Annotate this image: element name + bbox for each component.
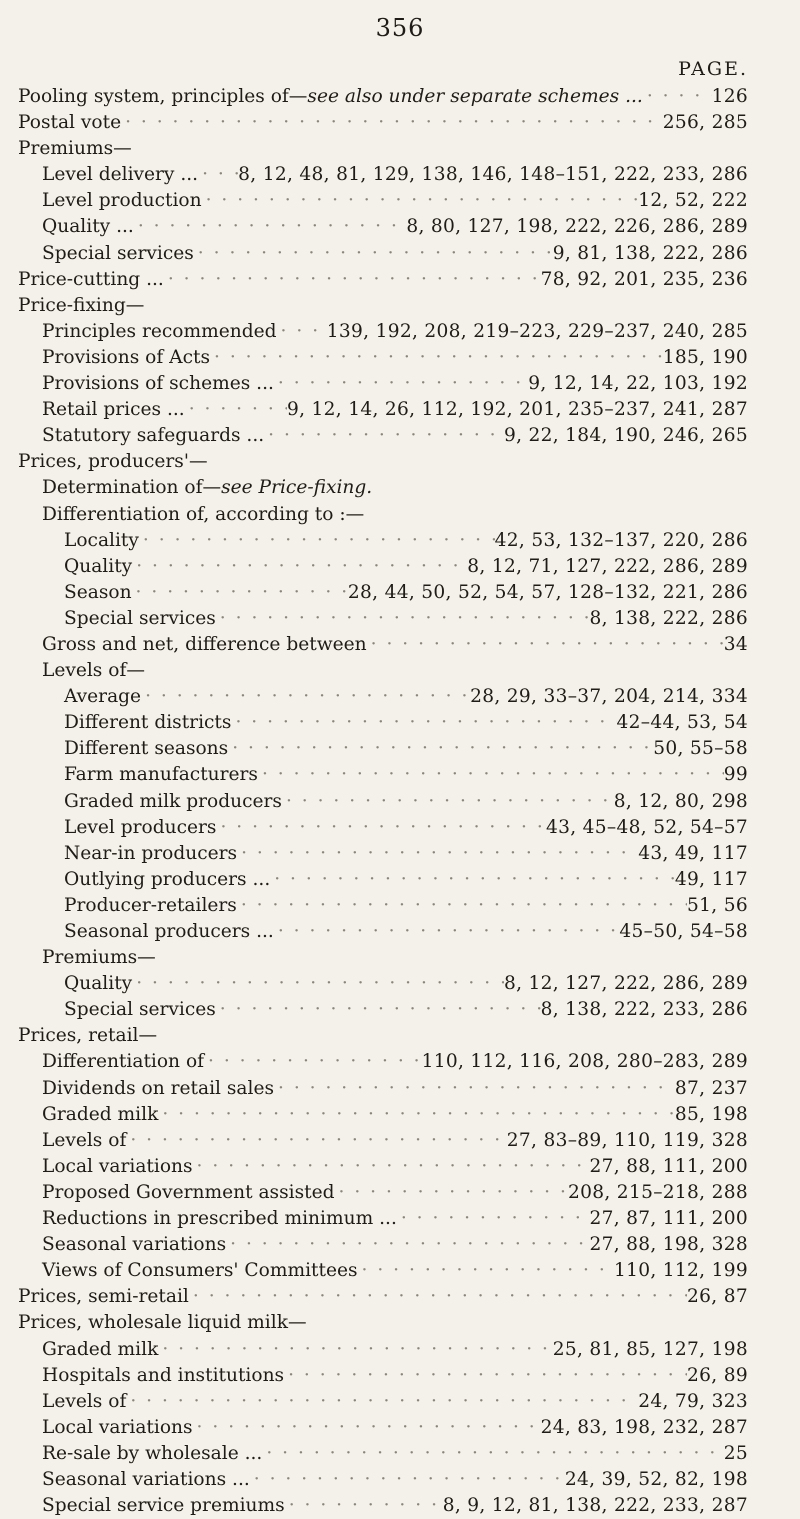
index-term: Retail prices ... bbox=[42, 399, 185, 421]
dot-leader bbox=[274, 1076, 675, 1102]
index-entry bbox=[18, 762, 748, 788]
dot-leader bbox=[358, 1258, 614, 1284]
index-term: Gross and net, difference between bbox=[42, 633, 367, 655]
index-term: Pooling system, principles of— bbox=[18, 86, 308, 107]
index-term: Reductions in prescribed minimum ... bbox=[42, 1208, 397, 1230]
page-references: 8, 9, 12, 81, 138, 222, 233, 287 bbox=[442, 1495, 748, 1517]
index-heading bbox=[18, 1310, 748, 1336]
page-references: 28, 29, 33–37, 204, 214, 334 bbox=[470, 686, 748, 708]
index-term: Local variations bbox=[42, 1155, 193, 1177]
dot-leader bbox=[139, 528, 495, 554]
index-term: Producer-retailers bbox=[64, 894, 237, 916]
page-references: 27, 87, 111, 200 bbox=[589, 1208, 748, 1230]
index-entry bbox=[18, 736, 748, 762]
page-references: 24, 79, 323 bbox=[638, 1390, 748, 1412]
dot-leader bbox=[216, 997, 541, 1023]
index-term: Provisions of schemes ... bbox=[42, 373, 274, 395]
dot-leader bbox=[134, 214, 406, 240]
index-term: Level delivery ... bbox=[42, 164, 199, 186]
index-heading bbox=[18, 136, 748, 162]
index-term: Seasonal variations bbox=[42, 1234, 227, 1256]
dot-leader bbox=[216, 815, 546, 841]
dot-leader bbox=[274, 371, 528, 397]
index-entry bbox=[18, 1128, 748, 1154]
index-entry bbox=[18, 1076, 748, 1102]
index-entry bbox=[18, 162, 748, 188]
index-see-reference: see Price-fixing. bbox=[221, 477, 373, 499]
page-references: 34 bbox=[723, 633, 748, 655]
dot-leader bbox=[164, 267, 541, 293]
dot-leader bbox=[277, 319, 327, 345]
index-term: Average bbox=[64, 686, 142, 708]
index-term: Quality bbox=[64, 555, 133, 577]
page-references: 8, 12, 127, 222, 286, 289 bbox=[503, 973, 748, 995]
index-entry bbox=[18, 214, 748, 240]
index-heading bbox=[18, 449, 748, 475]
index-term: Re-sale by wholesale ... bbox=[42, 1442, 263, 1464]
index-entry bbox=[18, 1415, 748, 1441]
index-entry bbox=[18, 319, 748, 345]
index-entry bbox=[18, 1337, 748, 1363]
dot-leader bbox=[285, 1493, 443, 1519]
index-entry bbox=[18, 789, 748, 815]
index-term: Local variations bbox=[42, 1416, 193, 1438]
index-entry bbox=[18, 371, 748, 397]
index-entry bbox=[18, 1102, 748, 1128]
index-term: Quality bbox=[64, 973, 133, 995]
index-entry bbox=[18, 1467, 748, 1493]
page-references: 85, 198 bbox=[674, 1103, 748, 1125]
index-entry bbox=[18, 397, 748, 423]
page-references: 8, 138, 222, 233, 286 bbox=[540, 999, 748, 1021]
index-heading bbox=[18, 502, 748, 528]
index-entry bbox=[18, 110, 748, 136]
dot-leader bbox=[193, 1154, 590, 1180]
dot-leader bbox=[198, 162, 238, 188]
index-entry bbox=[18, 1284, 748, 1310]
index-term: Levels of bbox=[42, 1129, 127, 1151]
index-term: Farm manufacturers bbox=[64, 764, 258, 786]
index-entry bbox=[18, 632, 748, 658]
dot-leader bbox=[193, 1415, 541, 1441]
index-heading bbox=[18, 1023, 748, 1049]
page-references: 27, 83–89, 110, 119, 328 bbox=[506, 1129, 748, 1151]
dot-leader bbox=[158, 1102, 675, 1128]
page-references: 99 bbox=[723, 764, 748, 786]
dot-leader bbox=[194, 241, 553, 267]
page-references: 126 bbox=[711, 86, 748, 107]
page-references: 25 bbox=[723, 1442, 748, 1464]
page-references: 256, 285 bbox=[662, 112, 748, 134]
index-entry bbox=[18, 893, 748, 919]
index-term: Seasonal variations ... bbox=[42, 1468, 250, 1490]
dot-leader bbox=[202, 188, 639, 214]
dot-leader bbox=[397, 1206, 590, 1232]
index-entry bbox=[18, 710, 748, 736]
page-references: 8, 12, 48, 81, 129, 138, 146, 148–151, 222, 233, 286 bbox=[238, 164, 748, 186]
dot-leader bbox=[270, 867, 675, 893]
page-references: 24, 83, 198, 232, 287 bbox=[540, 1416, 748, 1438]
dot-leader bbox=[237, 893, 687, 919]
index-term: Season bbox=[64, 581, 132, 603]
page-number: 356 bbox=[375, 14, 425, 42]
dot-leader bbox=[231, 710, 616, 736]
index-term: Graded milk producers bbox=[64, 790, 282, 812]
index-entry bbox=[18, 606, 748, 632]
index-entry bbox=[18, 241, 748, 267]
index-heading bbox=[18, 293, 748, 319]
index-entry bbox=[18, 971, 748, 997]
index-entry bbox=[18, 580, 748, 606]
page-references: 110, 112, 199 bbox=[613, 1260, 748, 1282]
index-heading bbox=[18, 475, 748, 501]
index-term: Level production bbox=[42, 190, 202, 212]
index-entry bbox=[18, 1258, 748, 1284]
index-entry bbox=[18, 1441, 748, 1467]
page-references: 27, 88, 111, 200 bbox=[589, 1155, 748, 1177]
dot-leader bbox=[132, 554, 467, 580]
page-references: 8, 12, 71, 127, 222, 286, 289 bbox=[467, 555, 748, 577]
index-entry bbox=[18, 815, 748, 841]
page-references: 8, 12, 80, 298 bbox=[613, 790, 748, 812]
index-term: Quality ... bbox=[42, 216, 134, 238]
index-term: Different seasons bbox=[64, 738, 229, 760]
dot-leader bbox=[216, 606, 590, 632]
page-references: 45–50, 54–58 bbox=[619, 921, 748, 942]
dot-leader bbox=[274, 919, 620, 945]
index-entry bbox=[18, 1493, 748, 1519]
dot-leader bbox=[158, 1337, 552, 1363]
index-entry bbox=[18, 1232, 748, 1258]
dot-leader bbox=[126, 1128, 506, 1154]
index-term: Near-in producers bbox=[64, 842, 238, 864]
page-references: 26, 87 bbox=[687, 1286, 748, 1308]
index-entry bbox=[18, 554, 748, 580]
index-term: Premiums— bbox=[42, 947, 156, 969]
index-term: Price-cutting ... bbox=[18, 268, 164, 290]
index-entry bbox=[18, 188, 748, 214]
index-entry bbox=[18, 1206, 748, 1232]
index-term: Levels of bbox=[42, 1390, 127, 1412]
index-entry bbox=[18, 867, 748, 893]
page-references: 9, 12, 14, 26, 112, 192, 201, 235–237, 241, 287 bbox=[286, 399, 748, 421]
page-references: 26, 89 bbox=[687, 1364, 748, 1386]
index-term: Dividends on retail sales bbox=[42, 1077, 274, 1099]
index-heading bbox=[18, 945, 748, 971]
index-entry bbox=[18, 1180, 748, 1206]
page-references: 42–44, 53, 54 bbox=[616, 712, 748, 734]
index-term: Prices, producers'— bbox=[18, 451, 208, 473]
page-references: 50, 55–58 bbox=[653, 738, 748, 760]
index-term: Prices, semi-retail bbox=[18, 1286, 189, 1308]
index-term: Locality bbox=[64, 529, 139, 551]
index-see-reference: see also under separate schemes ... bbox=[307, 86, 643, 107]
index-term: Premiums— bbox=[18, 138, 132, 160]
dot-leader bbox=[226, 1232, 589, 1258]
index-entry bbox=[18, 997, 748, 1023]
index-entry bbox=[18, 267, 748, 293]
page-references: 51, 56 bbox=[687, 894, 748, 916]
page-references: 208, 215–218, 288 bbox=[568, 1181, 748, 1203]
index-term: Postal vote bbox=[18, 112, 122, 134]
index-entry bbox=[18, 1389, 748, 1415]
dot-leader bbox=[210, 345, 663, 371]
index-term: Graded milk bbox=[42, 1103, 159, 1125]
index-term: Price-fixing— bbox=[18, 294, 145, 316]
page-references: 25, 81, 85, 127, 198 bbox=[552, 1338, 748, 1360]
index-entry bbox=[18, 528, 748, 554]
dot-leader bbox=[367, 632, 724, 658]
page-references: 9, 12, 14, 22, 103, 192 bbox=[528, 373, 748, 395]
index-term: Outlying producers ... bbox=[64, 868, 271, 890]
index-entry bbox=[18, 1049, 748, 1075]
index-term: Special services bbox=[64, 999, 216, 1021]
dot-leader bbox=[132, 580, 348, 606]
index-term: Differentiation of bbox=[42, 1051, 205, 1073]
index-term: Different districts bbox=[64, 712, 232, 734]
dot-leader bbox=[262, 1441, 723, 1467]
index-term: Special services bbox=[42, 242, 194, 264]
index-term: Views of Consumers' Committees bbox=[42, 1260, 358, 1282]
dot-leader bbox=[126, 1389, 638, 1415]
index-heading bbox=[18, 658, 748, 684]
page-references: 12, 52, 222 bbox=[638, 190, 748, 212]
dot-leader bbox=[258, 762, 724, 788]
page-references: 78, 92, 201, 235, 236 bbox=[540, 268, 748, 290]
index-list bbox=[18, 84, 748, 1519]
index-term: Hospitals and institutions bbox=[42, 1364, 285, 1386]
index-entry bbox=[18, 84, 748, 110]
index-term: Statutory safeguards ... bbox=[42, 425, 265, 447]
page-references: 185, 190 bbox=[662, 346, 748, 368]
index-term: Principles recommended bbox=[42, 320, 277, 342]
dot-leader bbox=[141, 684, 470, 710]
dot-leader bbox=[264, 423, 504, 449]
page-references: 9, 22, 184, 190, 246, 265 bbox=[503, 425, 748, 447]
dot-leader bbox=[121, 110, 663, 136]
index-entry bbox=[18, 423, 748, 449]
index-entry bbox=[18, 919, 748, 945]
index-term: Special services bbox=[64, 607, 216, 629]
dot-leader bbox=[132, 971, 504, 997]
page-references: 49, 117 bbox=[674, 868, 748, 890]
dot-leader bbox=[250, 1467, 565, 1493]
dot-leader bbox=[335, 1180, 569, 1206]
page-references: 8, 80, 127, 198, 222, 226, 286, 289 bbox=[406, 216, 748, 238]
index-term: Prices, wholesale liquid milk— bbox=[18, 1312, 307, 1334]
index-term: Differentiation of, according to :— bbox=[42, 503, 365, 525]
index-entry bbox=[18, 1154, 748, 1180]
index-term: Seasonal producers ... bbox=[64, 921, 274, 942]
dot-leader bbox=[189, 1284, 687, 1310]
index-term: Determination of— bbox=[42, 477, 222, 499]
page-references: 8, 138, 222, 286 bbox=[589, 607, 748, 629]
dot-leader bbox=[237, 841, 638, 867]
index-term: Prices, retail— bbox=[18, 1025, 158, 1047]
page-references: 87, 237 bbox=[674, 1077, 748, 1099]
page-references: 110, 112, 116, 208, 280–283, 289 bbox=[421, 1051, 748, 1073]
dot-leader bbox=[282, 789, 614, 815]
dot-leader bbox=[185, 397, 287, 423]
page-references: 27, 88, 198, 328 bbox=[589, 1234, 748, 1256]
page-references: 9, 81, 138, 222, 286 bbox=[552, 242, 748, 264]
page-references: 43, 49, 117 bbox=[638, 842, 748, 864]
page-references: 139, 192, 208, 219–223, 229–237, 240, 285 bbox=[326, 320, 748, 342]
index-term: Proposed Government assisted bbox=[42, 1181, 335, 1203]
index-term: Provisions of Acts bbox=[42, 346, 210, 368]
index-entry bbox=[18, 841, 748, 867]
index-term: Levels of— bbox=[42, 660, 145, 682]
index-term: Graded milk bbox=[42, 1338, 159, 1360]
index-entry bbox=[18, 345, 748, 371]
page-references: 42, 53, 132–137, 220, 286 bbox=[494, 529, 748, 551]
page-references: 24, 39, 52, 82, 198 bbox=[564, 1468, 748, 1490]
page-column-heading: PAGE. bbox=[678, 58, 748, 80]
dot-leader bbox=[204, 1049, 422, 1075]
index-term: Special service premiums bbox=[42, 1495, 285, 1517]
index-term: Level producers bbox=[64, 816, 217, 838]
page-references: 28, 44, 50, 52, 54, 57, 128–132, 221, 286 bbox=[347, 581, 748, 603]
index-entry bbox=[18, 684, 748, 710]
page-references: 43, 45–48, 52, 54–57 bbox=[545, 816, 748, 838]
dot-leader bbox=[228, 736, 653, 762]
dot-leader bbox=[643, 84, 712, 110]
